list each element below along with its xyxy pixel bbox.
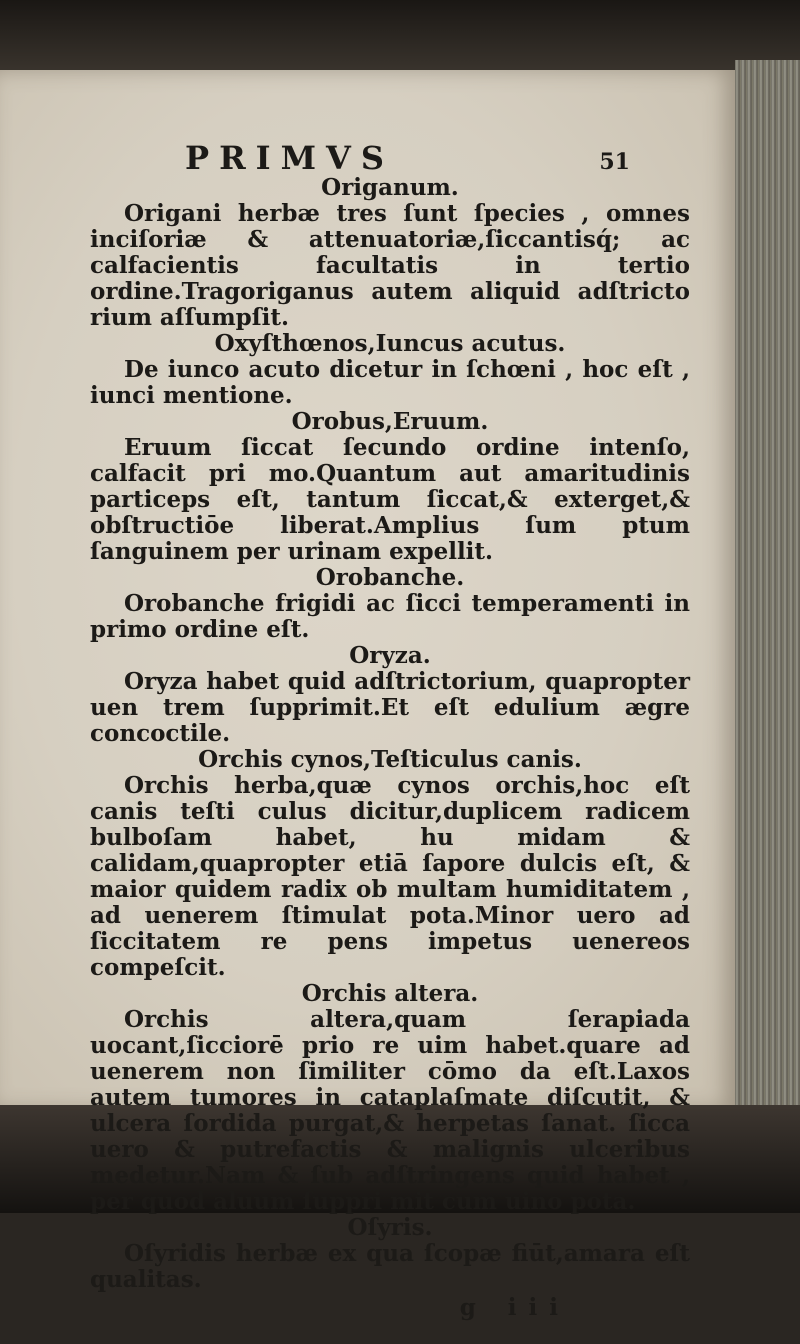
entry-heading: Orobus,Eruum. [291,408,489,435]
entry-heading: Orchis cynos,Teſticulus canis. [198,746,582,773]
page-edges [735,60,800,1120]
entry-text: Orobanche frigidi ac ſicci temperamenti in primo ordine eſt. [90,590,690,643]
entry-text: Oryza habet quid adſtrictorium, quapropter uen trem ſupprimit.Et eſt edulium ægre concoctile. [90,668,690,747]
entry-text: Oſyridis herbæ ex qua ſcopæ fiūt,amara eſt qualitas. [90,1240,690,1293]
page-text [90,70,690,1344]
entry-heading: Orobanche. [315,564,465,591]
signature-mark: g iii [459,1294,570,1321]
entry-heading: Oxyſthœnos,Iuncus acutus. [214,330,566,357]
entry-heading: Origanum. [321,174,459,201]
entry-heading: Oſyris. [347,1214,433,1241]
entry-heading: Oryza. [349,642,431,669]
entry-text: Eruum ſiccat ſecundo ordine intenſo, calfacit pri mo.Quantum aut amaritudinis particeps eſt, tantum ſiccat,& exterget,& obſtructiōe liberat.Amplius ſum ptum ſanguinem per urinam expellit. [90,434,690,565]
entry-text: De iunco acuto dicetur in ſchœni , hoc eſt , iunci mentione. [90,356,690,409]
entry-text: Origani herbæ tres ſunt ſpecies , omnes inciſoriæ & attenuatoriæ,ſiccantisq́; ac calfacientis facultatis in tertio ordine.Tragoriganus autem aliquid adſtricto rium aſſumpſit. [90,200,690,331]
running-head [90,139,690,177]
entry-heading: Orchis altera. [301,980,479,1007]
entry-text: Orchis herba,quæ cynos orchis,hoc eſt canis teſti culus dicitur,duplicem radicem bulboſam habet, hu midam & calidam,quapropter etiā ſapore dulcis eſt, & maior quidem radix ob multam humiditatem , ad uenerem ſtimulat pota.Minor uero ad ſiccitatem re pens impetus uenereos compeſcit. [90,772,690,981]
running-title: PRIMVS [185,139,394,177]
page-number: 51 [599,149,630,175]
entry-text: Orchis altera,quam ſerapiada uocant,ſicciorē prio re uim habet.quare ad uenerem non ſimiliter cōmo da eſt.Laxos autem tumores in cataplaſmate diſcutit, & ulcera ſordida purgat,& herpetas ſanat. ſicca uero & putrefactis & malignis ulceribus medetur.Nam & ſub adſtringens quid habet , per quod aluum ſuppri mit cum uino pota. [90,1006,690,1215]
